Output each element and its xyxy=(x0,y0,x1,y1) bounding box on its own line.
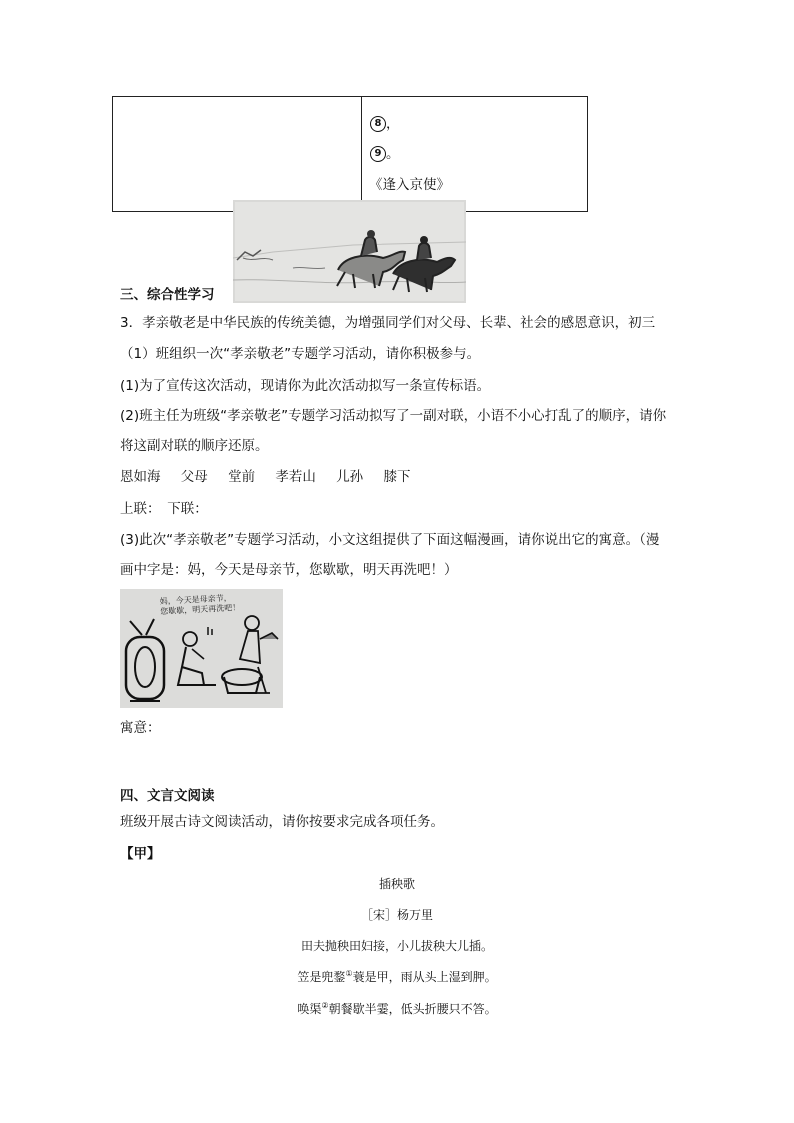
line1-punct: ， xyxy=(386,116,400,132)
couplet-words xyxy=(120,467,410,487)
table-line-2 xyxy=(370,144,400,164)
couplet-answer-label: 上联： 下联： xyxy=(120,501,208,517)
poem-source: 《逢入京使》 xyxy=(369,177,450,193)
word-6: 膝下 xyxy=(383,469,411,485)
q3-line1: 3．孝亲敬老是中华民族的传统美德，为增强同学们对父母、长辈、社会的感恩意识，初三 xyxy=(120,315,656,331)
sub-question-2-line2: 将这副对联的顺序还原。 xyxy=(120,438,269,454)
cartoon-caption xyxy=(160,593,241,617)
section4-heading: 四、文言文阅读 xyxy=(120,788,215,804)
cartoon-caption-line1: 妈，今天是母亲节， xyxy=(159,593,232,607)
circled-number-9: 9 xyxy=(370,146,386,162)
circled-number-8: 8 xyxy=(370,116,386,132)
q3-line2: （1）班组织一次“孝亲敬老”专题学习活动，请你积极参与。 xyxy=(120,346,481,362)
word-1: 恩如海 xyxy=(120,469,161,485)
meaning-label: 寓意： xyxy=(120,720,161,736)
word-4: 孝若山 xyxy=(275,469,316,485)
footnote-marker-2: ② xyxy=(321,1001,329,1010)
line2-punct: 。 xyxy=(386,146,400,162)
poem-line-3-part-a: 唤渠 xyxy=(297,1002,322,1016)
sub-question-1: (1)为了宣传这次活动，现请你为此次活动拟写一条宣传标语。 xyxy=(120,378,491,394)
word-2: 父母 xyxy=(180,469,208,485)
poem-line-3 xyxy=(0,1000,794,1017)
poem-line-3-part-b: 朝餐歇半霎，低头折腰只不答。 xyxy=(328,1002,497,1016)
table-line-1 xyxy=(370,114,400,134)
poem-table xyxy=(112,96,588,212)
mothers-day-cartoon xyxy=(120,589,283,708)
sub-question-3-line1: (3)此次“孝亲敬老”专题学习活动，小文这组提供了下面这幅漫画，请你说出它的寓意。（漫 xyxy=(120,532,660,548)
section4-intro: 班级开展古诗文阅读活动，请你按要求完成各项任务。 xyxy=(120,814,444,830)
cartoon-caption-line2: 您歇歇，明天再洗吧！ xyxy=(160,602,241,617)
sub-question-3-line2: 画中字是：妈，今天是母亲节，您歇歇，明天再洗吧！） xyxy=(120,562,458,578)
word-3: 堂前 xyxy=(228,469,256,485)
poem-author: ［宋］杨万里 xyxy=(360,908,433,922)
section3-heading: 三、综合性学习 xyxy=(120,287,215,303)
poem-line-2 xyxy=(0,968,794,985)
illustration-cell xyxy=(113,97,362,212)
poem-line-2-part-a: 笠是兜鍪 xyxy=(297,970,346,984)
poem-line-1: 田夫抛秧田妇接，小儿拔秧大儿插。 xyxy=(300,939,493,953)
horse-rider-illustration xyxy=(233,200,466,303)
sub-question-2-line1: (2)班主任为班级“孝亲敬老”专题学习活动拟写了一副对联，小语不小心打乱了的顺序，请你 xyxy=(120,408,667,424)
poem-line-2-part-b: 蓑是甲，雨从头上湿到胛。 xyxy=(352,970,497,984)
part-label-jia: 【甲】 xyxy=(120,846,161,862)
footnote-marker-1: ① xyxy=(345,969,353,978)
poem-title: 插秧歌 xyxy=(378,877,415,891)
word-5: 儿孙 xyxy=(336,469,364,485)
